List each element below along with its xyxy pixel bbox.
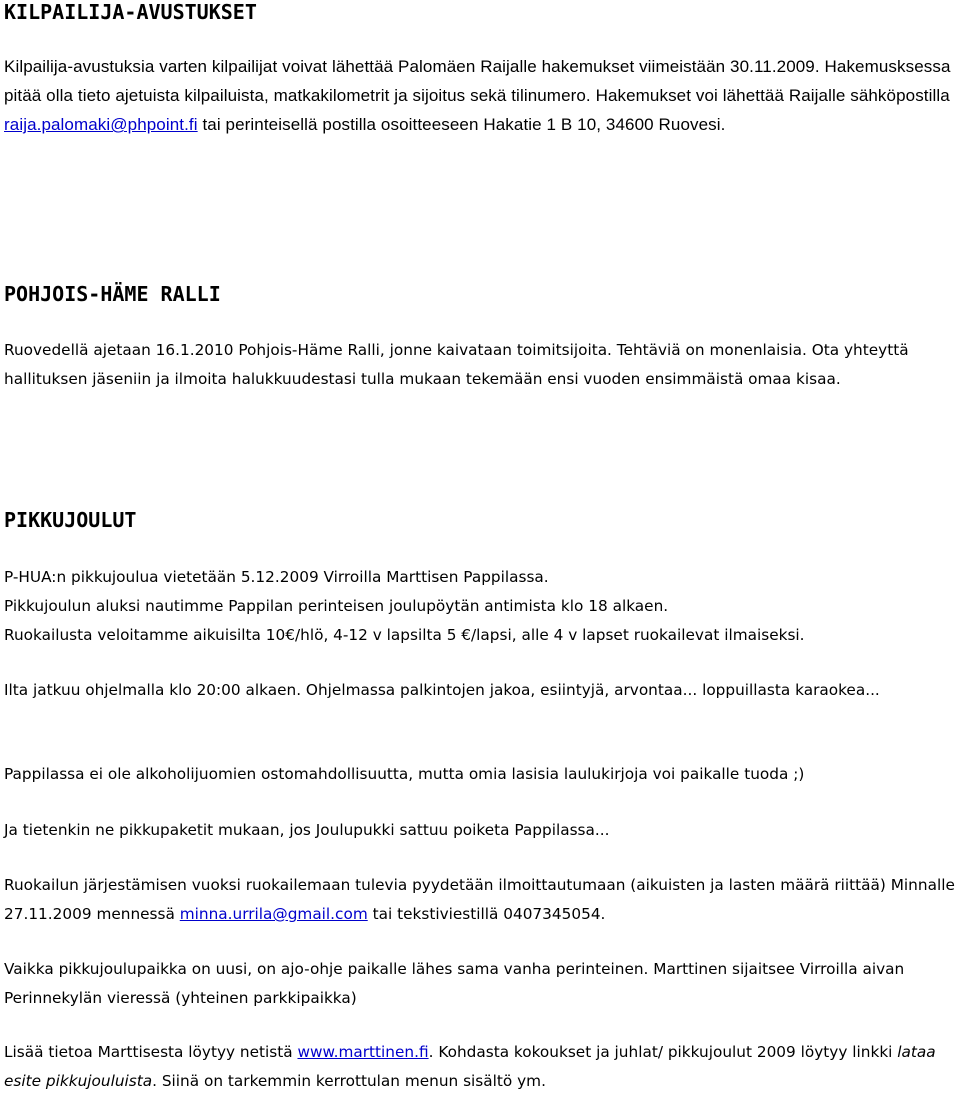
pikkujoulut-directions: Vaikka pikkujoulupaikka on uusi, on ajo-ohje paikalle lähes sama vanha perinteinen. Marttinen sijaitsee Virroilla aivan Perinnekylän vieressä (yhteinen parkkipaikka) [4,960,905,1007]
email-link-minna[interactable]: minna.urrila@gmail.com [179,905,368,923]
heading-pohjois-hame-ralli: POHJOIS-HÄME RALLI [4,282,221,306]
brochure-link-text: lataa esite pikkujouluista [4,1043,936,1090]
pikkujoulut-line-3: Ruokailusta veloitamme aikuisilta 10€/hlö, 4-12 v lapsilta 5 €/lapsi, alle 4 v lapset ruokailevat ilmaiseksi. [4,626,805,644]
pikkujoulut-program: Ilta jatkuu ohjelmalla klo 20:00 alkaen. Ohjelmassa palkintojen jakoa, esiintyjä, arvontaa... loppuillasta karaokea... [4,681,880,699]
pikkujoulut-more-info [4,1038,956,1096]
ralli-paragraph: Ruovedellä ajetaan 16.1.2010 Pohjois-Häme Ralli, jonne kaivataan toimitsijoita. Tehtäviä on monenlaisia. Ota yhteyttä hallituksen jäseniin ja ilmoita halukkuudestasi tulla mukaan tekemään ensi vuoden ensimmäistä omaa kisaa. [4,341,909,388]
kilpailija-paragraph [4,52,956,139]
pikkujoulut-registration [4,871,956,929]
marttinen-website-link[interactable]: www.marttinen.fi [297,1043,429,1061]
pikkujoulut-alcohol: Pappilassa ei ole alkoholijuomien ostomahdollisuutta, mutta omia lasisia laulukirjoja voi paikalle tuoda ;) [4,765,805,783]
pikkujoulut-line-1: P-HUA:n pikkujoulua vietetään 5.12.2009 Virroilla Marttisen Pappilassa. [4,568,549,586]
email-link-raija[interactable]: raija.palomaki@phpoint.fi [4,115,198,134]
kilpailija-text-start: Kilpailija-avustuksia varten kilpailijat voivat lähettää Palomäen Raijalle hakemukset viimeistään 30.11.2009. Hakemusksessa pitää olla tieto ajetuista kilpailuista, matkakilometrit ja sijoitus sekä tilinumero. Hakemukset voi lähettää Raijalle sähköpostilla [4,57,951,105]
more-info-text-start: Lisää tietoa Marttisesta löytyy netistä [4,1043,298,1061]
more-info-text-end: . Siinä on tarkemmin kerrottulan menun sisältö ym. [152,1072,546,1090]
pikkujoulut-intro [4,563,956,650]
kilpailija-text-end: tai perinteisellä postilla osoitteeseen Hakatie 1 B 10, 34600 Ruovesi. [197,115,726,134]
heading-kilpailija-avustukset: KILPAILIJA-AVUSTUKSET [4,0,257,24]
pikkujoulut-gifts: Ja tietenkin ne pikkupaketit mukaan, jos Joulupukki sattuu poiketa Pappilassa... [4,821,610,839]
more-info-text-mid: . Kohdasta kokoukset ja juhlat/ pikkujoulut 2009 löytyy linkki [428,1043,898,1061]
heading-pikkujoulut: PIKKUJOULUT [4,508,137,532]
pikkujoulut-line-2: Pikkujoulun aluksi nautimme Pappilan perinteisen joulupöytän antimista klo 18 alkaen. [4,597,669,615]
registration-text-end: tai tekstiviestillä 0407345054. [367,905,606,923]
registration-text-start: Ruokailun järjestämisen vuoksi ruokailemaan tulevia pyydetään ilmoittautumaan (aikuisten ja lasten määrä riittää) Minnalle 27.11.2009 mennessä [4,876,955,923]
